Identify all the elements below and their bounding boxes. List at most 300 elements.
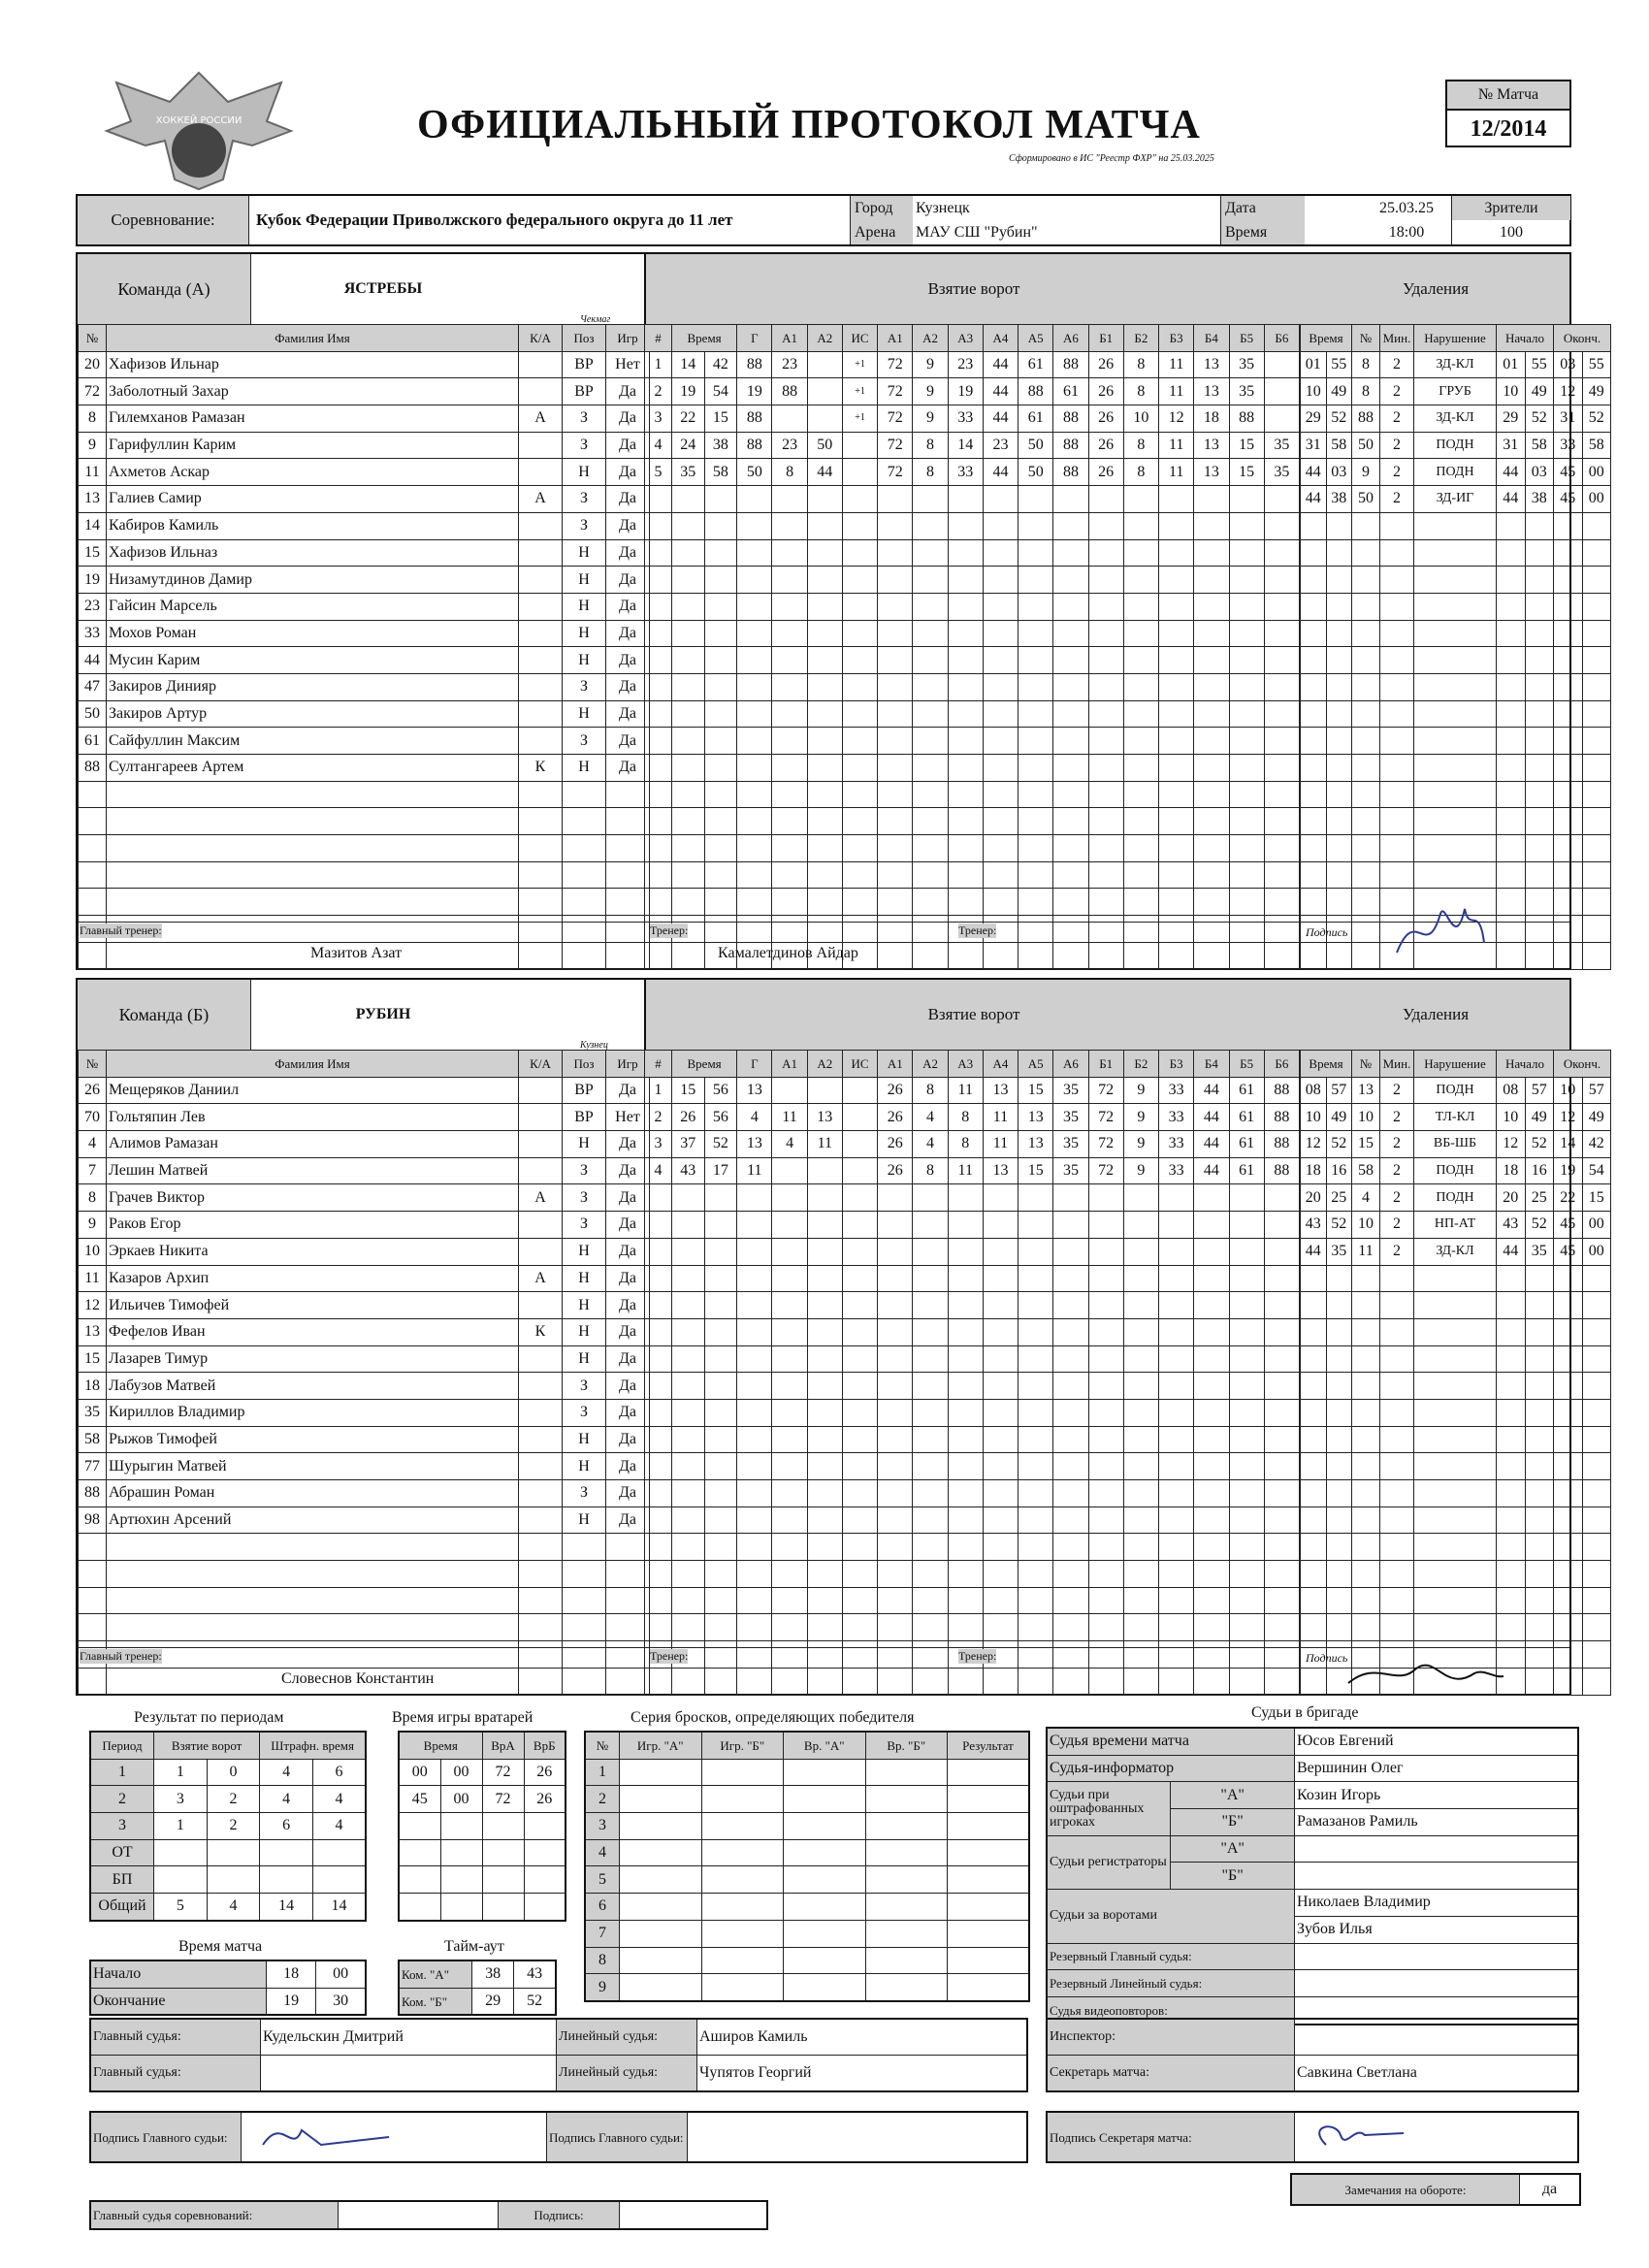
player-row <box>79 861 650 889</box>
player-position <box>563 916 606 943</box>
goal-cell <box>913 1184 948 1212</box>
penalty-cell <box>1582 889 1611 916</box>
penalty-cell <box>1554 755 1583 782</box>
period-cell <box>154 1866 208 1894</box>
penalty-cell <box>1380 593 1414 620</box>
goal-cell <box>1264 1345 1299 1373</box>
goal-cell <box>1264 378 1299 405</box>
goal-cell <box>671 861 704 889</box>
goal-cell <box>671 808 704 835</box>
goal-cell <box>1123 1561 1158 1588</box>
goal-cell <box>1018 1614 1053 1641</box>
penalty-cell <box>1525 1345 1554 1373</box>
player-position <box>563 889 606 916</box>
goal-cell <box>948 567 983 594</box>
goal-cell <box>1159 728 1194 755</box>
goal-cell: 11 <box>772 1104 807 1131</box>
goal-cell: 23 <box>983 432 1018 459</box>
goal-cell <box>1088 1373 1123 1400</box>
goal-cell <box>807 1641 842 1669</box>
penalty-cell: 2 <box>1380 459 1414 486</box>
goal-cell <box>704 835 737 862</box>
goal-cell <box>842 1292 877 1319</box>
goal-cell <box>878 1238 913 1265</box>
goal-cell: 35 <box>1264 459 1299 486</box>
goal-cell <box>1229 1265 1264 1292</box>
player-number: 33 <box>79 620 107 647</box>
goal-cell <box>878 1292 913 1319</box>
penalty-cell <box>1352 673 1380 700</box>
goal-cell <box>1264 1507 1299 1534</box>
goal-cell <box>878 889 913 916</box>
goal-cell: 88 <box>1264 1077 1299 1104</box>
goal-cell <box>1159 1534 1194 1561</box>
goal-cell <box>737 728 772 755</box>
penalty-cell <box>1301 1318 1327 1345</box>
goal-cell: 26 <box>1088 432 1123 459</box>
penalty-cell <box>1380 1561 1414 1588</box>
goal-cell <box>1088 1426 1123 1453</box>
goal-cell <box>842 1318 877 1345</box>
goal-cell <box>704 1399 737 1426</box>
goal-cell <box>878 1480 913 1507</box>
goal-cell <box>842 647 877 674</box>
goal-cell <box>1018 781 1053 808</box>
goal-cell <box>913 1641 948 1669</box>
penalty-cell <box>1525 567 1554 594</box>
penalty-cell <box>1414 539 1497 567</box>
goal-cell <box>1018 593 1053 620</box>
goal-cell <box>1018 1480 1053 1507</box>
goal-cell <box>1159 1561 1194 1588</box>
player-played <box>606 1641 650 1669</box>
goal-cell: 11 <box>1159 432 1194 459</box>
goal-cell <box>1159 916 1194 943</box>
goalie-row <box>399 1759 566 1786</box>
goal-cell <box>948 835 983 862</box>
goal-cell <box>772 1184 807 1212</box>
goal-cell: 13 <box>737 1077 772 1104</box>
goal-cell <box>1123 1453 1158 1480</box>
goal-cell <box>645 1184 672 1212</box>
goal-cell <box>772 1426 807 1453</box>
goal-cell <box>645 512 672 539</box>
goal-cell <box>772 700 807 728</box>
goal-cell <box>1018 647 1053 674</box>
penalty-cell: 52 <box>1326 1212 1352 1239</box>
team-a-name: ЯСТРЕБЫ <box>343 280 423 297</box>
goal-cell <box>772 1507 807 1534</box>
goal-cell <box>983 755 1018 782</box>
goal-cell: 13 <box>1194 378 1229 405</box>
match-time: Начало 18 00 Окончание 19 30 <box>89 1960 367 2016</box>
goal-cell <box>913 1318 948 1345</box>
goal-cell <box>948 673 983 700</box>
goal-cell <box>645 1561 672 1588</box>
goal-cell: 35 <box>1229 351 1264 378</box>
penalty-cell <box>1554 673 1583 700</box>
goal-cell <box>842 567 877 594</box>
shootout-cell <box>865 1974 948 2001</box>
column-header: Фамилия Имя <box>107 1051 519 1078</box>
goal-cell: 42 <box>704 351 737 378</box>
player-position: ВР <box>563 351 606 378</box>
goal-cell <box>1229 673 1264 700</box>
goal-cell <box>842 486 877 513</box>
penalty-cell: 57 <box>1582 1077 1611 1104</box>
penalty-cell <box>1414 620 1497 647</box>
player-number: 13 <box>79 1318 107 1345</box>
goal-cell <box>1229 889 1264 916</box>
penalty-cell <box>1380 1345 1414 1373</box>
player-number <box>79 1587 107 1614</box>
goal-cell <box>842 781 877 808</box>
goal-cell: 8 <box>1123 378 1158 405</box>
player-name: Шурыгин Матвей <box>107 1453 519 1480</box>
player-name: Грачев Виктор <box>107 1184 519 1212</box>
goal-cell: 44 <box>807 459 842 486</box>
penalty-cell <box>1497 1345 1526 1373</box>
goalie-cell <box>524 1894 566 1921</box>
penalty-cell <box>1582 835 1611 862</box>
goal-cell <box>878 835 913 862</box>
goal-cell <box>913 1507 948 1534</box>
goal-cell <box>948 700 983 728</box>
goal-cell <box>842 1587 877 1614</box>
goal-cell <box>704 512 737 539</box>
goal-cell <box>704 593 737 620</box>
goal-cell <box>842 1265 877 1292</box>
penalty-cell <box>1525 673 1554 700</box>
shootout-cell <box>620 1813 702 1840</box>
generated-note: Сформировано в ИС "Реестр ФХР" на 25.03.2025 <box>1009 153 1214 164</box>
column-header: К/А <box>519 325 563 352</box>
goal-cell <box>645 861 672 889</box>
goal-cell <box>737 1212 772 1239</box>
penalty-cell <box>1352 647 1380 674</box>
goal-cell <box>807 1184 842 1212</box>
penalty-cell: 12 <box>1554 378 1583 405</box>
goal-cell <box>1229 1212 1264 1239</box>
goal-cell <box>737 1534 772 1561</box>
signature-a <box>1387 894 1504 972</box>
goal-cell: 88 <box>1264 1157 1299 1184</box>
penalty-cell <box>1414 1534 1497 1561</box>
goal-row <box>645 835 1300 862</box>
goalie-cell <box>524 1866 566 1894</box>
goal-cell <box>671 835 704 862</box>
notes-row: Замечания на обороте: да <box>1290 2173 1581 2206</box>
goal-cell <box>1194 1453 1229 1480</box>
goal-cell: 26 <box>671 1104 704 1131</box>
player-position: З <box>563 673 606 700</box>
penalty-cell <box>1301 1614 1327 1641</box>
goal-cell <box>913 593 948 620</box>
goal-cell <box>645 1426 672 1453</box>
goal-cell <box>913 1238 948 1265</box>
goal-cell: 13 <box>1194 351 1229 378</box>
penalty-cell: 44 <box>1497 486 1526 513</box>
period-row <box>90 1839 366 1866</box>
column-header: ИС <box>842 325 877 352</box>
penalty-cell <box>1414 861 1497 889</box>
penalty-cell: ПОДН <box>1414 1184 1497 1212</box>
goal-cell <box>772 808 807 835</box>
player-row <box>79 1399 650 1426</box>
goal-cell <box>1053 835 1088 862</box>
goal-cell <box>913 486 948 513</box>
penalty-cell <box>1352 1614 1380 1641</box>
goal-cell <box>878 700 913 728</box>
goal-cell <box>671 1292 704 1319</box>
goal-cell <box>807 1212 842 1239</box>
goal-cell <box>913 1668 948 1695</box>
goal-cell <box>983 942 1018 969</box>
goal-row <box>645 808 1300 835</box>
period-cell: 14 <box>260 1894 313 1921</box>
goal-cell <box>1123 700 1158 728</box>
goal-cell <box>645 1292 672 1319</box>
goal-cell <box>1018 1453 1053 1480</box>
player-position: Н <box>563 700 606 728</box>
goal-cell <box>1264 673 1299 700</box>
penalty-cell <box>1414 1292 1497 1319</box>
penalty-cell: 25 <box>1525 1184 1554 1212</box>
goal-cell <box>671 1587 704 1614</box>
penalty-cell <box>1525 1614 1554 1641</box>
goal-cell <box>913 512 948 539</box>
goal-cell <box>807 1614 842 1641</box>
penalty-cell <box>1326 861 1352 889</box>
goal-cell <box>1159 1292 1194 1319</box>
penalty-cell <box>1582 1265 1611 1292</box>
goal-cell: 18 <box>1194 405 1229 433</box>
shootout-cell <box>784 1947 866 1974</box>
goal-cell <box>1264 861 1299 889</box>
inspector-secretary: Инспектор: Секретарь матча: Савкина Светлана <box>1046 2018 1579 2092</box>
goal-cell <box>1018 1426 1053 1453</box>
penalty-cell <box>1554 1534 1583 1561</box>
goal-cell <box>704 781 737 808</box>
goal-cell <box>1053 1238 1088 1265</box>
goal-cell <box>807 889 842 916</box>
goal-cell <box>645 1318 672 1345</box>
goal-cell: 35 <box>1053 1077 1088 1104</box>
penalty-cell <box>1380 781 1414 808</box>
goal-cell <box>948 539 983 567</box>
goal-cell <box>772 861 807 889</box>
penalty-cell: 43 <box>1301 1212 1327 1239</box>
penalty-cell <box>1582 1345 1611 1373</box>
goal-row <box>645 673 1300 700</box>
goal-cell <box>807 1480 842 1507</box>
player-role <box>519 1587 563 1614</box>
shootout-row <box>585 1759 1029 1786</box>
goal-cell <box>671 1184 704 1212</box>
penalty-cell <box>1414 647 1497 674</box>
column-header: Б5 <box>1229 1051 1264 1078</box>
goal-cell: 44 <box>983 459 1018 486</box>
player-role <box>519 1426 563 1453</box>
penalty-cell <box>1414 781 1497 808</box>
penalty-cell <box>1497 539 1526 567</box>
penalty-cell: 50 <box>1352 432 1380 459</box>
goal-row <box>645 1534 1300 1561</box>
player-number <box>79 1668 107 1695</box>
goal-cell <box>772 512 807 539</box>
penalty-cell: 12 <box>1301 1131 1327 1158</box>
column-header: Б2 <box>1123 1051 1158 1078</box>
team-a-label: Команда (А) <box>78 254 251 324</box>
penalty-row <box>1301 1399 1611 1426</box>
goal-cell <box>772 755 807 782</box>
penalty-cell: 52 <box>1582 405 1611 433</box>
goal-cell <box>842 861 877 889</box>
penalty-cell <box>1301 1453 1327 1480</box>
player-number: 88 <box>79 1480 107 1507</box>
penalty-cell <box>1582 808 1611 835</box>
goal-cell <box>842 835 877 862</box>
goal-cell <box>807 1157 842 1184</box>
penalty-cell <box>1582 1373 1611 1400</box>
goal-cell <box>645 728 672 755</box>
goal-cell <box>1229 1507 1264 1534</box>
shootout-row <box>585 1974 1029 2001</box>
column-header: А1 <box>878 325 913 352</box>
goal-cell <box>1053 567 1088 594</box>
penalty-cell: 31 <box>1301 432 1327 459</box>
player-played <box>606 1614 650 1641</box>
goal-cell: 72 <box>878 351 913 378</box>
goal-cell: 11 <box>948 1157 983 1184</box>
goal-cell <box>1194 1614 1229 1641</box>
period-cell: 6 <box>260 1813 313 1840</box>
goal-row <box>645 351 1300 378</box>
goal-cell <box>1159 1238 1194 1265</box>
penalty-row <box>1301 620 1611 647</box>
player-name: Кабиров Камиль <box>107 512 519 539</box>
column-header: # <box>645 325 672 352</box>
goal-cell <box>1088 647 1123 674</box>
penalty-cell <box>1352 1561 1380 1588</box>
goalie-cell: 00 <box>399 1759 440 1786</box>
goal-cell <box>1053 1561 1088 1588</box>
goal-cell: 11 <box>948 1077 983 1104</box>
penalty-cell: 13 <box>1352 1077 1380 1104</box>
goal-cell <box>983 700 1018 728</box>
goal-cell: 26 <box>1088 351 1123 378</box>
goal-cell <box>1053 916 1088 943</box>
goal-cell: 72 <box>878 378 913 405</box>
player-position: З <box>563 1184 606 1212</box>
goal-cell <box>842 1426 877 1453</box>
player-row <box>79 1614 650 1641</box>
goal-cell <box>671 1399 704 1426</box>
shootout-cell <box>948 1947 1030 1974</box>
column-header: А2 <box>913 1051 948 1078</box>
goal-cell <box>842 1641 877 1669</box>
penalty-cell <box>1301 593 1327 620</box>
goal-cell <box>983 1507 1018 1534</box>
penalty-cell: 10 <box>1497 1104 1526 1131</box>
player-name: Эркаев Никита <box>107 1238 519 1265</box>
player-played: Да <box>606 1453 650 1480</box>
goal-cell <box>878 647 913 674</box>
goal-cell <box>913 1399 948 1426</box>
goal-cell <box>645 755 672 782</box>
goal-cell <box>1018 700 1053 728</box>
penalty-cell <box>1301 673 1327 700</box>
goal-cell: 9 <box>913 405 948 433</box>
goal-cell <box>772 1212 807 1239</box>
goal-cell: 61 <box>1018 351 1053 378</box>
period-cell: 1 <box>154 1759 208 1786</box>
goal-row <box>645 647 1300 674</box>
penalty-cell <box>1326 728 1352 755</box>
goal-cell: 11 <box>983 1104 1018 1131</box>
penalty-row <box>1301 1345 1611 1373</box>
goal-row <box>645 432 1300 459</box>
goal-cell: 44 <box>1194 1157 1229 1184</box>
penalty-cell: 52 <box>1326 405 1352 433</box>
penalty-cell <box>1525 861 1554 889</box>
goal-cell <box>807 755 842 782</box>
penalty-cell <box>1352 861 1380 889</box>
goal-cell <box>737 1399 772 1426</box>
penalty-cell: ВБ-ШБ <box>1414 1131 1497 1158</box>
goal-cell <box>913 673 948 700</box>
penalty-row <box>1301 405 1611 433</box>
player-row <box>79 378 650 405</box>
column-header: Б4 <box>1194 325 1229 352</box>
goal-cell <box>842 1480 877 1507</box>
penalty-cell <box>1414 808 1497 835</box>
goal-cell <box>645 486 672 513</box>
goal-cell <box>1159 1265 1194 1292</box>
goal-cell <box>878 1265 913 1292</box>
penalty-cell <box>1380 1507 1414 1534</box>
period-cell <box>207 1839 260 1866</box>
shootout-cell <box>620 1920 702 1947</box>
goal-cell: 24 <box>671 432 704 459</box>
penalty-cell <box>1301 942 1327 969</box>
goal-cell <box>983 1561 1018 1588</box>
player-row <box>79 700 650 728</box>
goal-cell <box>1264 1373 1299 1400</box>
penalty-cell <box>1414 1507 1497 1534</box>
goal-cell: 88 <box>1053 405 1088 433</box>
penalty-cell <box>1301 1426 1327 1453</box>
player-number: 4 <box>79 1131 107 1158</box>
player-name: Закиров Артур <box>107 700 519 728</box>
goal-cell <box>1194 567 1229 594</box>
goal-cell <box>1264 512 1299 539</box>
team-b-section: Команда (Б) РУБИН Кузнец Взятие ворот Удаления № Фамилия Имя К/А Поз Игр 26 Мещеряков Даниил ВР Да 70 Гольтяпин Лев ВР Нет 4 Алимов Рамазан Н Да 7 Лешин Матвей З Да 8 Грачев Виктор А З Да 9 Раков Егор З Да 10 Эркаев Никита Н Да 11 Казаров Архип А Н Да 12 Ильичев Тимофей Н Да 13 Фефелов Иван К Н Да 15 Лазарев Тимур Н Да 18 Лабузов Матвей З Да 35 Кириллов Владимир З Да 58 Рыжов Тимофей Н Да 77 Шурыгин Матвей Н Да 88 Абрашин Роман З Да 98 Артюхин Арсений Н Да # Время Г А1 А2 ИС А1 А2 А3 А4 А5 А6 Б1 Б2 Б3 Б4 Б5 Б6 1 15 56 13 26 8 11 13 15 35 72 9 33 44 61 88 2 26 56 4 11 13 26 4 8 11 13 35 72 9 33 44 61 88 3 37 52 13 4 11 26 4 8 11 13 35 72 9 33 44 61 88 4 43 17 11 26 8 11 13 15 35 72 9 33 44 61 88 Время № Мин. Нарушение Начало Оконч. 08 57 13 2 ПОДН 08 57 10 57 10 49 10 2 ТЛ-КЛ 10 49 12 49 12 52 15 2 ВБ-ШБ 12 52 14 42 18 16 58 2 ПОДН 18 16 19 54 20 25 4 2 ПОДН 20 25 22 15 43 52 10 2 НП-АТ 43 52 45 00 44 35 11 2 ЗД-КЛ 44 35 45 00 Главный тренер: Словеснов Константин Тренер: Тренер: Подпись <box>76 978 1571 1696</box>
penalty-cell <box>1301 1668 1327 1695</box>
player-name: Лешин Матвей <box>107 1157 519 1184</box>
goalie-cell: 26 <box>524 1786 566 1813</box>
player-number: 11 <box>79 459 107 486</box>
goal-cell <box>1159 808 1194 835</box>
goal-cell <box>913 1534 948 1561</box>
goal-cell <box>1159 1345 1194 1373</box>
penalty-cell <box>1525 1534 1554 1561</box>
penalty-row <box>1301 593 1611 620</box>
penalty-cell <box>1380 1587 1414 1614</box>
penalty-cell <box>1352 728 1380 755</box>
goal-cell <box>737 700 772 728</box>
goal-cell <box>807 1426 842 1453</box>
